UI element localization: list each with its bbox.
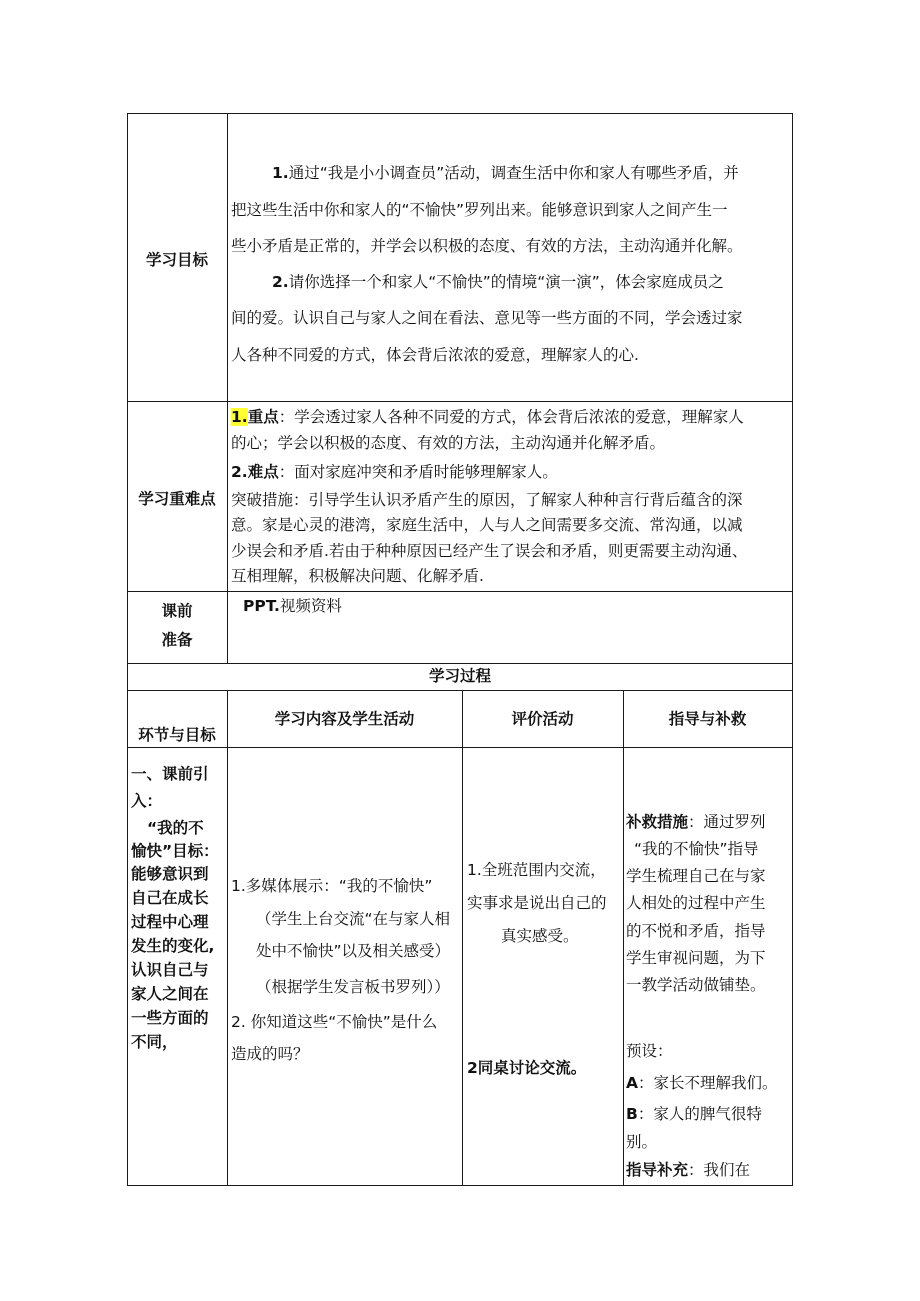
stage-line: 家人之间在	[131, 985, 209, 1003]
eval-line: 实事求是说出自己的	[467, 894, 607, 912]
objective-1-number: 1.	[272, 164, 289, 182]
preset-b-label: B	[626, 1105, 638, 1123]
keypoints-label: 学习重难点	[138, 490, 216, 508]
supplement-title: 指导补充	[626, 1161, 689, 1179]
stage-line: “我的不	[147, 819, 204, 837]
eval-discussion: 2同桌讨论交流。	[467, 1059, 587, 1077]
remedy-line: 人相处的过程中产生	[626, 894, 766, 912]
objective-1-line: 些小矛盾是正常的，并学会以积极的态度、有效的方法，主动沟通并化解。	[231, 237, 743, 255]
difficult-text: ：面对家庭冲突和矛盾时能够理解家人。	[278, 463, 558, 481]
stage-line: 一、课前引	[131, 765, 209, 783]
measures-line: 意。家是心灵的港湾，家庭生活中，人与人之间需要多交流、常沟通，以减	[231, 516, 743, 534]
stage-line: 不同，	[131, 1033, 178, 1051]
col-divider-eval	[623, 690, 624, 1186]
preset-a-label: A	[626, 1074, 638, 1092]
prep-label: 准备	[161, 631, 193, 649]
key-text-cont: 的心；学会以积极的态度、有效的方法，主动沟通并化解矛盾。	[231, 434, 666, 452]
key-title: 重点	[247, 408, 279, 426]
measures-line: 少误会和矛盾.若由于种种原因已经产生了误会和矛盾，则更需要主动沟通、	[231, 542, 748, 560]
table-border-right	[792, 113, 793, 1186]
remedy-line: 学生梳理自己在与家	[626, 867, 766, 885]
preset-a-text: ：家长不理解我们。	[638, 1074, 778, 1092]
measures-line: 互相理解，积极解决问题、化解矛盾.	[231, 567, 484, 585]
content-line: 造成的吗？	[231, 1045, 309, 1063]
col-divider-content	[462, 690, 463, 1186]
remedy-line: “我的不愉快”指导	[634, 840, 759, 858]
prep-label: 课前	[161, 602, 193, 620]
objective-1-line: 把这些生活中你和家人的“不愉快”罗列出来。能够意识到家人之间产生一	[231, 201, 728, 219]
eval-line: 1.全班范围内交流，	[467, 861, 606, 879]
measures-line: 突破措施：引导学生认识矛盾产生的原因，了解家人种种言行背后蕴含的深	[231, 491, 743, 509]
key-text: ：学会透过家人各种不同爱的方式，体会背后浓浓的爱意，理解家人	[278, 408, 744, 426]
objectives-label: 学习目标	[145, 251, 208, 269]
stage-line: 自己在成长	[131, 889, 209, 907]
stage-line: 过程中心理	[131, 913, 209, 931]
remedy-title: 补救措施	[626, 813, 689, 831]
eval-line: 真实感受。	[501, 927, 579, 945]
objective-2-number: 2.	[272, 273, 289, 291]
content-line: 1.多媒体展示：“我的不愉快”	[231, 877, 433, 895]
difficult-number: 2.	[231, 463, 248, 481]
remedy-line: 一教学活动做铺垫。	[626, 976, 766, 994]
prep-ppt: PPT.	[243, 597, 280, 615]
header-evaluation: 评价活动	[511, 710, 574, 728]
remedy-line: 学生审视问题，为下	[626, 949, 766, 967]
objective-1-line: 通过“我是小小调查员”活动，调查生活中你和家人有哪些矛盾，并	[288, 164, 739, 182]
content-line: 2. 你知道这些“不愉快”是什么	[231, 1013, 438, 1031]
objective-2-line: 人各种不同爱的方式，体会背后浓浓的爱意，理解家人的心.	[231, 346, 639, 364]
supplement-text: ：我们在	[688, 1161, 751, 1179]
col-divider-label-top	[227, 113, 228, 663]
remedy-line: 的不悦和矛盾，指导	[626, 922, 766, 940]
preset-b-cont: 别。	[626, 1133, 658, 1151]
header-content: 学习内容及学生活动	[274, 710, 415, 728]
difficult-title: 难点	[247, 463, 279, 481]
preset-label: 预设：	[626, 1042, 673, 1060]
stage-line: 认识自己与	[131, 961, 209, 979]
objective-2-line: 间的爱。认识自己与家人之间在看法、意见等一些方面的不同，学会透过家	[231, 309, 743, 327]
stage-line: 入：	[131, 792, 163, 810]
process-title: 学习过程	[428, 667, 491, 685]
remedy-text: ：通过罗列	[688, 813, 766, 831]
stage-line: 发生的变化,	[131, 937, 215, 955]
objective-2-line: 请你选择一个和家人“不愉快”的情境“演一演”，体会家庭成员之	[288, 273, 724, 291]
stage-line: 一些方面的	[131, 1009, 209, 1027]
header-stage: 环节与目标	[138, 726, 216, 744]
stage-line: 能够意识到	[131, 865, 209, 883]
col-divider-stage	[227, 690, 228, 1186]
stage-line: 愉快”目标：	[131, 842, 219, 860]
key-number: 1.	[231, 408, 248, 426]
prep-text: 视频资料	[279, 597, 342, 615]
header-guidance: 指导与补救	[668, 710, 747, 728]
content-line: （根据学生发言板书罗列））	[256, 978, 450, 996]
preset-b-text: ：家人的脾气很特	[637, 1105, 762, 1123]
content-line: （学生上台交流“在与家人相	[256, 910, 451, 928]
row-divider-prep	[127, 663, 793, 664]
content-line: 处中不愉快”以及相关感受）	[256, 942, 451, 960]
